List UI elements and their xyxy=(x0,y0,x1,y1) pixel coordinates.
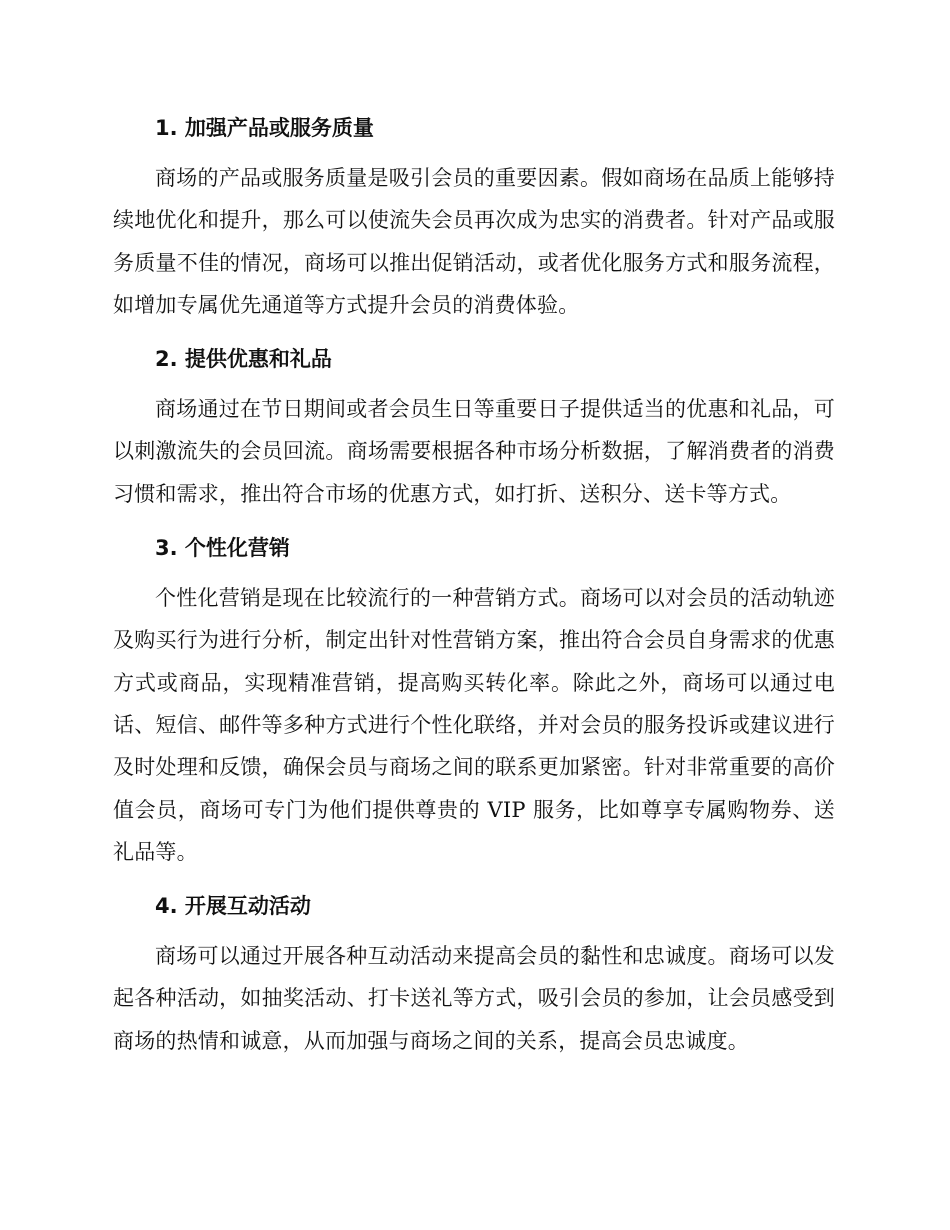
section-paragraph: 个性化营销是现在比较流行的一种营销方式。商场可以对会员的活动轨迹及购买行为进行分析，制定出针对性营销方案，推出符合会员自身需求的优惠方式或商品，实现精准营销，提高购买转化率。除此之外，商场可以通过电话、短信、邮件等多种方式进行个性化联络，并对会员的服务投诉或建议进行及时处理和反馈，确保会员与商场之间的联系更加紧密。针对非常重要的高价值会员，商场可专门为他们提供尊贵的 VIP 服务，比如尊享专属购物券、送礼品等。 xyxy=(113,586,835,864)
section-paragraph: 商场可以通过开展各种互动活动来提高会员的黏性和忠诚度。商场可以发起各种活动，如抽奖活动、打卡送礼等方式，吸引会员的参加，让会员感受到商场的热情和诚意，从而加强与商场之间的关系，提高会员忠诚度。 xyxy=(113,944,835,1053)
section-2 xyxy=(113,339,835,515)
section-3 xyxy=(113,528,835,873)
section-heading: 1. 加强产品或服务质量 xyxy=(155,116,374,140)
section-4 xyxy=(113,886,835,1062)
section-paragraph: 商场的产品或服务质量是吸引会员的重要因素。假如商场在品质上能够持续地优化和提升，那么可以使流失会员再次成为忠实的消费者。针对产品或服务质量不佳的情况，商场可以推出促销活动，或者优化服务方式和服务流程，如增加专属优先通道等方式提升会员的消费体验。 xyxy=(113,166,835,317)
section-heading: 2. 提供优惠和礼品 xyxy=(155,347,332,372)
section-heading: 3. 个性化营销 xyxy=(155,536,290,561)
section-heading: 4. 开展互动活动 xyxy=(155,894,311,919)
section-paragraph: 商场通过在节日期间或者会员生日等重要日子提供适当的优惠和礼品，可以刺激流失的会员回流。商场需要根据各种市场分析数据，了解消费者的消费习惯和需求，推出符合市场的优惠方式，如打折、送积分、送卡等方式。 xyxy=(113,397,835,506)
document-page xyxy=(113,108,835,1075)
section-1 xyxy=(113,108,835,326)
